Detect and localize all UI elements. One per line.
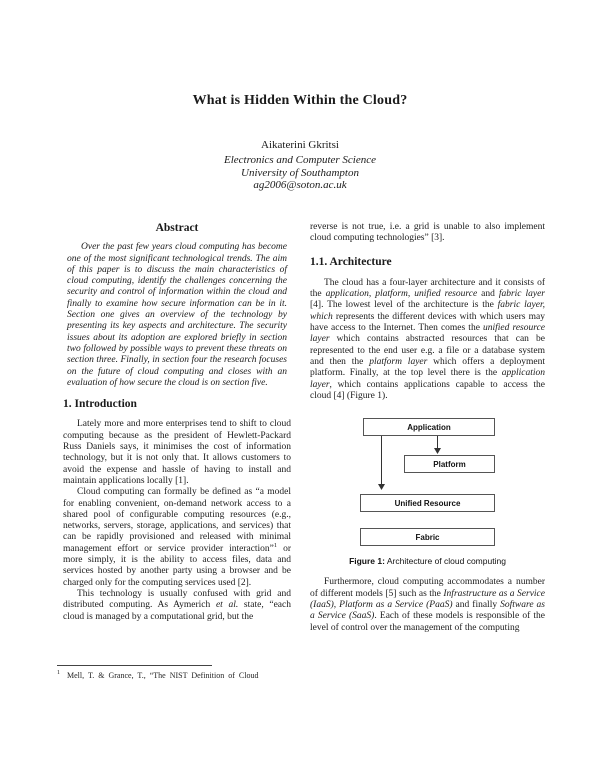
figure-box-fabric: Fabric: [360, 528, 495, 546]
abstract-text: Over the past few years cloud computing has become one of the most significant technological trends. The aim of this paper is to discuss the main characteristics of cloud computing, identify the challenges concerning the security and control of information within the cloud and finally to examine how secure information can be in it. Section one gives an overview of the technology by presenting its key aspects and architecture. The security issues about its adoption are explored briefly in section two followed by possible ways to prevent these threats on section three. Finally, in section four the research focuses on the future of cloud computing and closes with an evaluation of how secure the cloud is on section five.: [67, 242, 287, 388]
figure-caption: [310, 556, 545, 567]
footnote-text: $^1$ Mell, T. & Grance, T., “The NIST Definition of Cloud: [57, 670, 259, 680]
arrow-down-icon: [378, 484, 385, 490]
right-column: [310, 222, 545, 634]
author-name: Aikaterini Gkritsi: [261, 139, 339, 151]
abstract-heading: Abstract: [155, 222, 199, 234]
left-column: [63, 222, 291, 623]
author-department: Electronics and Computer Science: [223, 154, 377, 166]
introduction-heading: 1. Introduction: [63, 398, 137, 411]
footnote: [57, 665, 297, 681]
models-paragraph: Furthermore, cloud computing accommodates a number of different models [5] such as the Infrastructure as a Service (IaaS), Platform as a Service (PaaS) and finally Software as a Service (SaaS). Each of these models is responsible of the level of control over the management of the computing: [310, 577, 546, 633]
figure-box-application: Application: [363, 418, 495, 436]
continuation-paragraph: reverse is not true, i.e. a grid is unable to also implement cloud computing technologies” [3].: [310, 222, 545, 244]
arrow-down-icon: [434, 448, 441, 454]
figure-1-diagram: [310, 411, 545, 551]
introduction-paragraph: Cloud computing can formally be defined as “a model for enabling convenient, on-demand network access to a shared pool of configurable computing resources (e.g., networks, servers, storage, applications, and services) that can be rapidly provisioned and released with minimal management effort or service provider interaction”$^1$ or more simply, it is the ability to access files, data and services hosted by another party using a browser and be charged only for the computing services used [2].: [63, 487, 291, 588]
paper-header: [0, 93, 600, 192]
footnote-marker: 1: [57, 670, 60, 677]
architecture-heading: 1.1. Architecture: [310, 255, 392, 268]
footnote-divider: [57, 665, 212, 666]
introduction-paragraph: Lately more and more enterprises tend to shift to cloud computing because as the president of Hewlett-Packard Russ Daniels says, it minimises the cost of information technology, but it is not only that. It allows customers to avoid the expense and hassle of having to install and maintain applications locally [1].: [63, 419, 291, 486]
figure-caption-text: Architecture of cloud computing: [384, 556, 506, 567]
author-university: University of Southampton: [241, 166, 359, 179]
figure-1: [310, 411, 545, 567]
figure-box-unified-resource: Unified Resource: [360, 494, 495, 512]
page-title: What is Hidden Within the Cloud?: [192, 93, 408, 108]
architecture-paragraph: The cloud has a four-layer architecture and it consists of the application, platform, unified resource and fabric layer [4]. The lowest level of the architecture is the fabric layer, which represents the different devices with which users may have access to the Internet. Then comes the unified resource layer which contains abstracted resources that can be represented to the end user e.g. a file or a database system and then the platform layer which offers a deployment platform. Finally, at the top level there is the application layer, which contains applications capable to access the cloud [4] (Figure 1).: [310, 277, 546, 401]
author-email: ag2006@soton.ac.uk: [253, 179, 347, 191]
introduction-paragraph: This technology is usually confused with grid and distributed computing. As Aymerich et al. state, “each cloud is managed by a computational grid, but the: [63, 588, 291, 622]
figure-box-platform: Platform: [404, 455, 495, 473]
figure-caption-label: Figure 1:: [349, 556, 385, 567]
